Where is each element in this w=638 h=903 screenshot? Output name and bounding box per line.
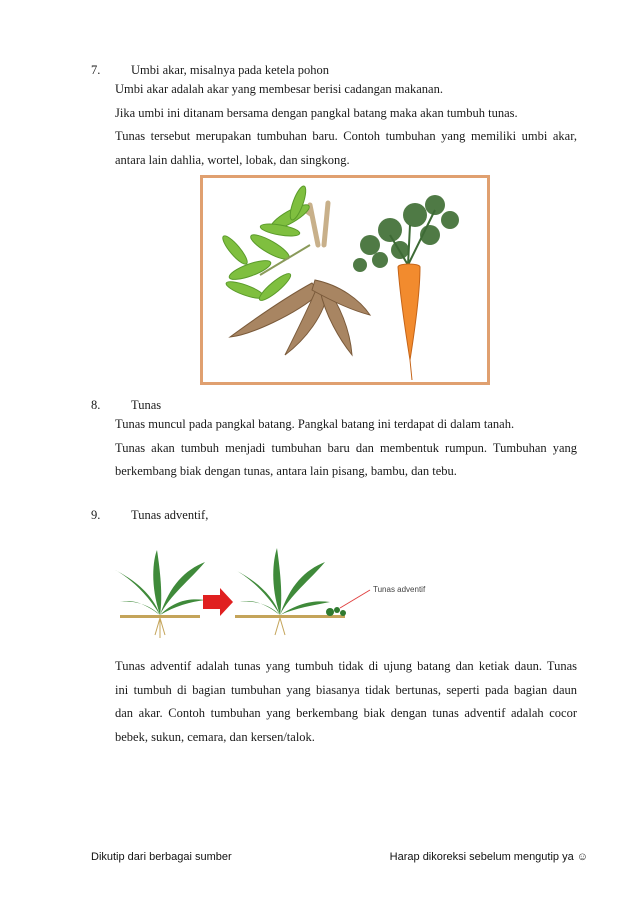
arrow-right-icon [203,588,233,616]
item-7-paragraph [115,78,577,172]
paragraph-line: Tunas tersebut merupakan tumbuhan baru. Contoh tumbuhan yang memiliki umbi akar, [115,129,577,143]
item-title: Umbi akar, misalnya pada ketela pohon [131,63,330,77]
plant-icon [235,548,330,615]
item-9-heading [91,508,208,523]
paragraph-line: Tunas akan tumbuh menjadi tumbuhan baru dan membentuk rumpun. Tumbuhan yang [115,440,577,455]
item-8-heading [91,398,161,413]
adventitious-bud-figure [115,540,426,640]
item-number: 9. [91,508,101,522]
plant-icon [115,550,205,615]
paragraph-line: ini tumbuh di bagian tumbuhan yang biasanya tidak bertunas, seperti pada bagian daun [115,682,577,697]
paragraph-line: Jika umbi ini ditanam bersama dengan pangkal batang maka akan tumbuh tunas. [115,105,518,120]
paragraph-line: dan akar. Contoh tumbuhan yang berkembang biak dengan tunas adventif adalah cocor [115,706,577,720]
item-title: Tunas adventif, [131,508,209,522]
paragraph-line: antara lain dahlia, wortel, lobak, dan singkong. [115,152,350,167]
paragraph-line: bebek, sukun, cemara, dan kersen/talok. [115,729,315,744]
item-7-heading [91,63,329,78]
footer-left: Dikutip dari berbagai sumber [91,851,232,863]
item-number: 7. [91,63,101,77]
paragraph-line: berkembang biak dengan tunas, antara lain pisang, bambu, dan tebu. [115,464,457,478]
item-8-paragraph [115,413,577,484]
paragraph-line: Umbi akar adalah akar yang membesar berisi cadangan makanan. [115,82,443,96]
footer-right: Harap dikoreksi sebelum mengutip ya ☺ [389,851,588,863]
root-tuber-figure [200,175,490,385]
item-title: Tunas [131,398,162,412]
paragraph-line: Tunas muncul pada pangkal batang. Pangkal batang ini terdapat di dalam tanah. [115,417,515,431]
item-number: 8. [91,398,101,412]
item-9-paragraph [115,655,577,749]
figure-label: Tunas adventif [373,585,426,594]
paragraph-line: Tunas adventif adalah tunas yang tumbuh tidak di ujung batang dan ketiak daun. Tunas [115,659,577,673]
adventitious-bud [326,607,346,616]
